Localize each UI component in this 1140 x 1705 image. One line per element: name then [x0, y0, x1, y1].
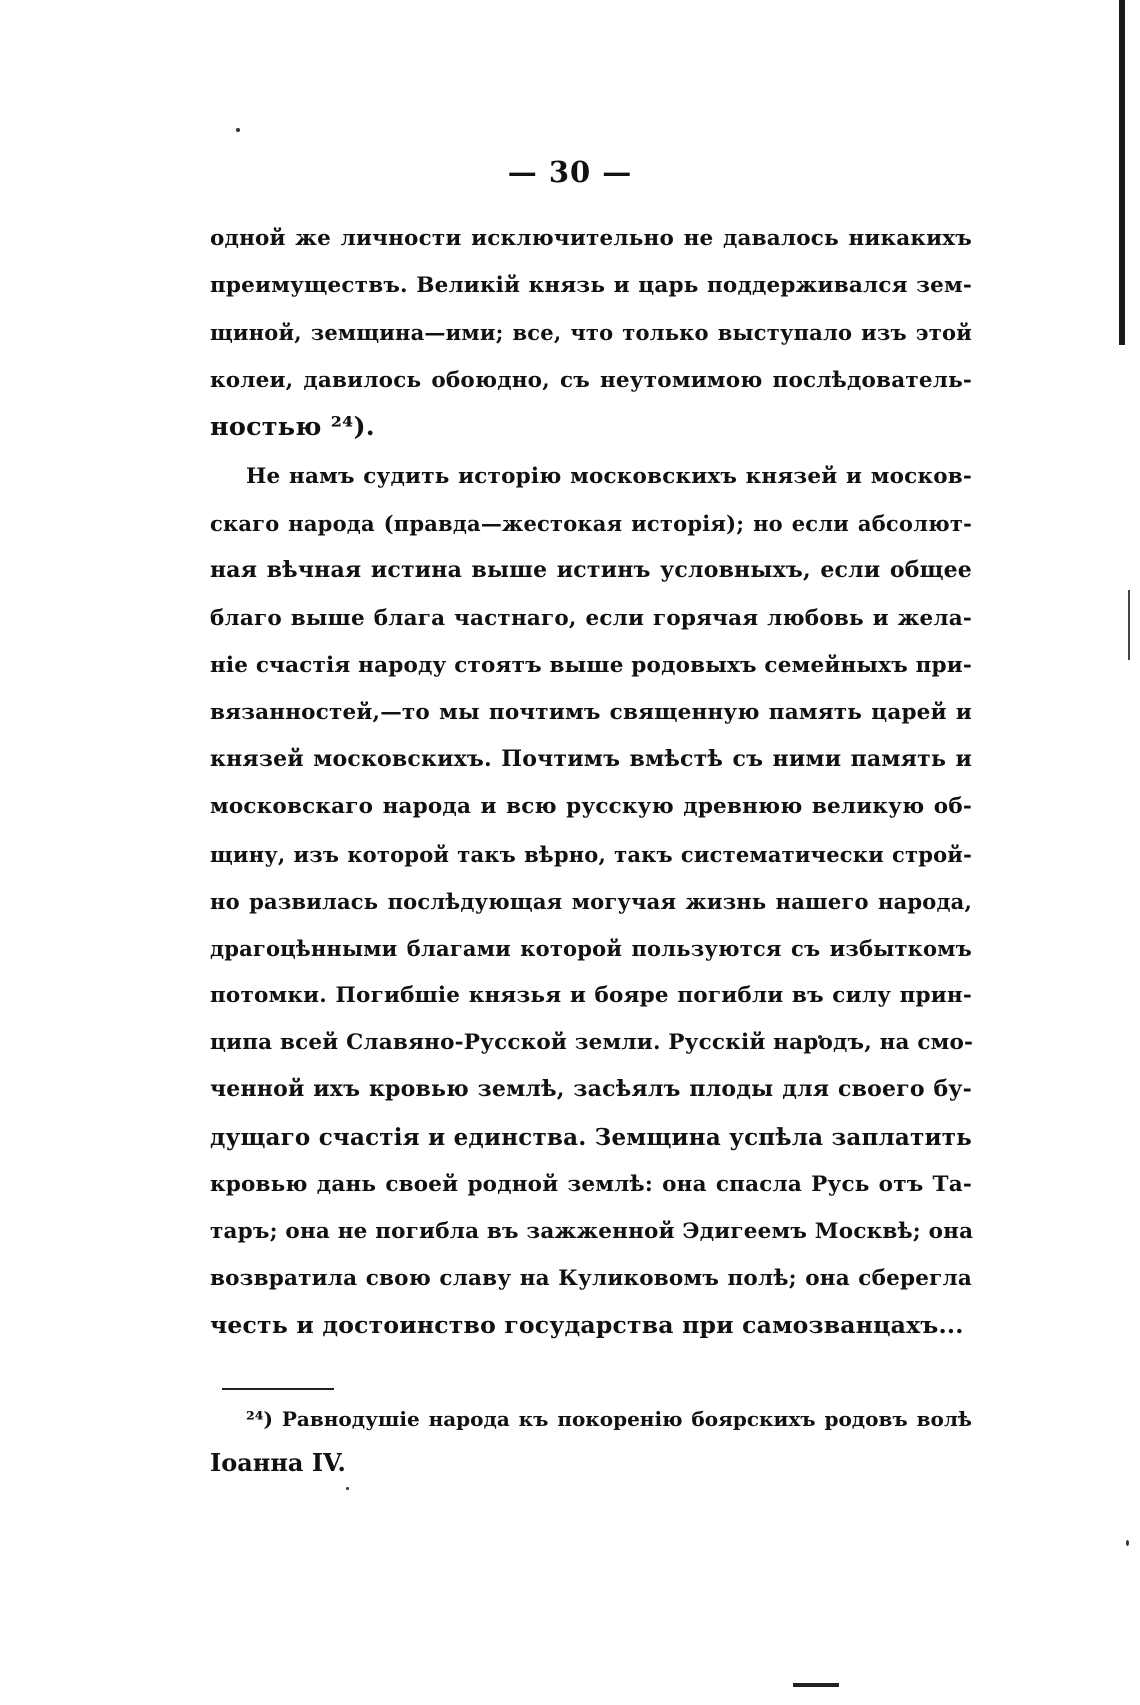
paragraph-one [210, 215, 972, 451]
text-line: щину, изъ которой такъ вѣрно, такъ систематически строй- [210, 841, 972, 867]
text-line: благо выше блага частнаго, если горячая любовь и жела- [210, 605, 972, 631]
text-line: преимуществъ. Великій князь и царь поддерживался зем- [210, 273, 972, 299]
text-line: колеи, давилось обоюдно, съ неутомимою послѣдователь- [210, 367, 972, 393]
text-line: ніе счастія народу стоятъ выше родовыхъ семейныхъ при- [210, 652, 973, 678]
paragraph-two [210, 453, 972, 1350]
text-line: скаго народа (правда—жестокая исторія); но если абсолют- [210, 511, 972, 537]
bottom-print-mark [793, 1683, 839, 1687]
footnote [210, 1398, 972, 1484]
footnote-rule [222, 1388, 334, 1390]
text-line: одной же личности исключительно не давалось никакихъ [210, 226, 972, 251]
text-line: ностью ²⁴). [210, 411, 375, 442]
text-line: Не намъ судить исторію московскихъ князей и москов- [246, 464, 972, 489]
text-line: таръ; она не погибла въ зажженной Эдигеемъ Москвѣ; она [210, 1219, 974, 1244]
text-line: ципа всей Славяно-Русской земли. Русскій народъ, на смо- [210, 1030, 974, 1056]
text-line: но развилась послѣдующая могучая жизнь нашего народа, [210, 888, 972, 914]
page-number: — 30 — [507, 155, 633, 189]
text-line: драгоцѣнными благами которой пользуются съ избыткомъ [210, 935, 972, 961]
text-line: московскаго народа и всю русскую древнюю великую об- [210, 794, 972, 820]
text-line: князей московскихъ. Почтимъ вмѣстѣ съ ними память и [210, 746, 972, 773]
text-line: кровью дань своей родной землѣ: она спасла Русь отъ Та- [210, 1171, 972, 1197]
print-speck [236, 128, 240, 132]
text-line: ченной ихъ кровью землѣ, засѣялъ плоды для своего бу- [210, 1076, 972, 1103]
print-speck [346, 1487, 349, 1490]
print-speck [1126, 1540, 1129, 1546]
page-edge-mark [1128, 590, 1130, 660]
text-line: честь и достоинство государства при самозванцахъ... [210, 1311, 964, 1340]
footnote-line: ²⁴) Равнодушіе народа къ покоренію боярскихъ родовъ волѣ [246, 1407, 972, 1431]
text-line: вязанностей,—то мы почтимъ священную память царей и [210, 699, 972, 725]
text-line: возвратила свою славу на Куликовомъ полѣ; она сберегла [210, 1266, 972, 1292]
text-line: щиной, земщина—ими; все, что только выступало изъ этой [210, 320, 972, 346]
footnote-line: Іоанна IV. [210, 1448, 346, 1477]
text-line: ная вѣчная истина выше истинъ условныхъ, если общее [210, 557, 972, 584]
text-line: потомки. Погибшіе князья и бояре погибли въ силу прин- [210, 983, 972, 1009]
text-line: дущаго счастія и единства. Земщина успѣла заплатить [210, 1123, 972, 1151]
